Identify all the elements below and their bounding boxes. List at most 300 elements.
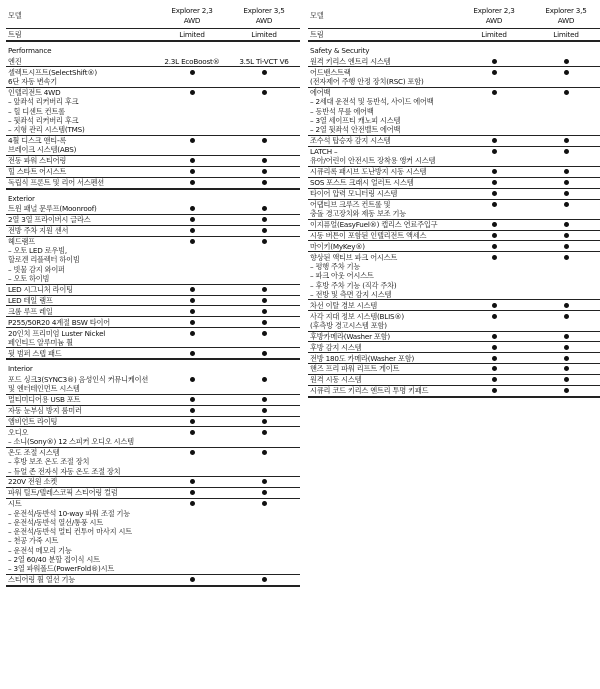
feature-label xyxy=(6,405,156,416)
feature-value-1 xyxy=(458,146,530,166)
standard-equipment-icon xyxy=(492,233,497,238)
feature-label-line: 6단 자동 변속기 xyxy=(8,77,58,87)
feature-value-2 xyxy=(530,364,600,375)
feature-value-2 xyxy=(530,67,600,87)
spec-row xyxy=(308,230,600,241)
spec-row xyxy=(308,135,600,146)
feature-label-line: – 오토 하이빔 xyxy=(8,274,50,284)
feature-value-2 xyxy=(530,252,600,300)
standard-equipment-icon xyxy=(262,298,267,303)
feature-value-2 xyxy=(228,447,300,476)
feature-label xyxy=(308,135,458,146)
standard-equipment-icon xyxy=(190,501,195,506)
feature-label-line: 페인티드 알루미늄 휠 xyxy=(8,337,73,347)
standard-equipment-icon xyxy=(564,138,569,143)
feature-value-1 xyxy=(458,331,530,342)
feature-value-1 xyxy=(458,57,530,67)
feature-value-1 xyxy=(458,177,530,188)
feature-value-2 xyxy=(228,67,300,87)
standard-equipment-icon xyxy=(190,479,195,484)
spec-row xyxy=(6,204,300,214)
feature-label xyxy=(308,311,458,331)
standard-equipment-icon xyxy=(190,408,195,413)
feature-value-2 xyxy=(228,204,300,214)
standard-equipment-icon xyxy=(564,388,569,393)
feature-label xyxy=(308,375,458,386)
feature-value-2 xyxy=(530,241,600,252)
standard-equipment-icon xyxy=(190,331,195,336)
feature-value-2 xyxy=(228,317,300,328)
standard-equipment-icon xyxy=(492,180,497,185)
feature-value-1 xyxy=(458,166,530,177)
feature-value-1 xyxy=(156,67,228,87)
feature-value-2 xyxy=(228,177,300,188)
feature-label-line: (전자제어 주행 안정 장치(RSC) 포함) xyxy=(310,77,424,87)
standard-equipment-icon xyxy=(492,169,497,174)
feature-label-line: – 천공 가죽 시트 xyxy=(8,536,59,546)
feature-label-line: 셀렉트시프트(SelectShift®) xyxy=(8,67,97,77)
trim-value-2: Limited xyxy=(228,29,300,42)
feature-value-1 xyxy=(458,300,530,311)
feature-value-2 xyxy=(228,328,300,348)
feature-label-line: – 동반석 무릎 에어백 xyxy=(310,106,374,116)
feature-label-line: 브레이크 시스템(ABS) xyxy=(8,145,77,155)
spec-row xyxy=(308,241,600,252)
spec-row xyxy=(6,236,300,284)
feature-label-line: 힐 스타트 어시스트 xyxy=(8,167,67,177)
spec-row xyxy=(308,146,600,166)
spec-row xyxy=(6,375,300,395)
feature-label xyxy=(6,348,156,359)
feature-label xyxy=(308,331,458,342)
model-name-line: AWD xyxy=(557,16,575,25)
standard-equipment-icon xyxy=(564,366,569,371)
feature-value-2 xyxy=(530,230,600,241)
feature-value-2 xyxy=(228,284,300,295)
feature-value-1 xyxy=(458,188,530,199)
section-header xyxy=(308,41,600,56)
standard-equipment-icon xyxy=(262,169,267,174)
spec-row xyxy=(6,447,300,476)
spec-row xyxy=(308,219,600,230)
spec-row xyxy=(6,498,300,574)
feature-label-line: – 오토 LED 로우빔, xyxy=(8,246,67,256)
feature-value-1 xyxy=(156,135,228,155)
standard-equipment-icon xyxy=(564,191,569,196)
feature-label xyxy=(308,300,458,311)
standard-equipment-icon xyxy=(564,169,569,174)
feature-label-line: – 3열 파워폴드(PowerFold®)시트 xyxy=(8,564,115,574)
feature-label-line: 220V 전원 소켓 xyxy=(8,477,57,487)
feature-label-line: LED 테일 램프 xyxy=(8,295,53,305)
feature-label-line: – 3열 세이프티 캐노피 시스템 xyxy=(310,115,401,125)
feature-value-2 xyxy=(530,57,600,67)
feature-label-line: 유아/어린이 안전시트 장착용 앵커 시스템 xyxy=(310,156,436,166)
spec-row xyxy=(308,353,600,364)
feature-label-line: – 운전석 메모리 기능 xyxy=(8,545,72,555)
feature-value-2 xyxy=(228,225,300,236)
trim-row xyxy=(6,29,300,42)
feature-value-2 xyxy=(530,166,600,177)
feature-label-line: – 빗물 감지 와이퍼 xyxy=(8,264,65,274)
feature-value-2 xyxy=(228,236,300,284)
feature-value-1 xyxy=(458,385,530,396)
spec-row xyxy=(6,214,300,225)
standard-equipment-icon xyxy=(564,356,569,361)
feature-label-line: 시동 버튼이 포함된 인텔리전트 액세스 xyxy=(310,230,427,240)
feature-label xyxy=(6,177,156,188)
standard-equipment-icon xyxy=(190,298,195,303)
spec-row xyxy=(308,331,600,342)
standard-equipment-icon xyxy=(564,233,569,238)
feature-label-line: – 후방 보조 온도 조절 장치 xyxy=(8,457,90,467)
standard-equipment-icon xyxy=(492,388,497,393)
feature-value-1 xyxy=(156,284,228,295)
spec-row xyxy=(6,67,300,87)
feature-label xyxy=(308,364,458,375)
feature-label xyxy=(6,284,156,295)
feature-label-line: 파워 틸트/텔레스코픽 스티어링 컬럼 xyxy=(8,488,118,498)
standard-equipment-icon xyxy=(190,430,195,435)
standard-equipment-icon xyxy=(564,180,569,185)
section-title: Safety & Security xyxy=(310,46,370,56)
feature-value-2 xyxy=(530,385,600,396)
spec-row xyxy=(308,300,600,311)
feature-value-1: 2.3L EcoBoost® xyxy=(156,57,228,67)
feature-value-1 xyxy=(156,405,228,416)
spec-row xyxy=(308,87,600,135)
feature-label-line: 앰비언트 라이팅 xyxy=(8,416,58,426)
standard-equipment-icon xyxy=(262,287,267,292)
feature-value-2 xyxy=(228,394,300,405)
feature-value-2 xyxy=(228,166,300,177)
standard-equipment-icon xyxy=(262,501,267,506)
feature-value-2 xyxy=(530,300,600,311)
feature-label-line: – 소니(Sony®) 12 스피커 오디오 시스템 xyxy=(8,437,134,447)
feature-value-1 xyxy=(156,328,228,348)
feature-label-line: LED 시그니처 라이팅 xyxy=(8,284,73,294)
feature-label xyxy=(6,135,156,155)
spec-table xyxy=(6,4,300,587)
spec-table xyxy=(308,4,600,398)
feature-label-line: 충돌 경고장치와 제동 보조 기능 xyxy=(310,209,407,219)
feature-value-2 xyxy=(228,427,300,447)
feature-value-2 xyxy=(530,87,600,135)
feature-label-line: – 운전석/동반석 10-way 파워 조절 기능 xyxy=(8,508,131,518)
standard-equipment-icon xyxy=(262,408,267,413)
feature-value-1 xyxy=(458,364,530,375)
standard-equipment-icon xyxy=(190,490,195,495)
spec-row xyxy=(308,199,600,219)
feature-label-line: 뒷 범퍼 스텝 패드 xyxy=(8,348,62,358)
feature-label xyxy=(6,477,156,488)
model-name-line: AWD xyxy=(255,16,273,25)
standard-equipment-icon xyxy=(492,59,497,64)
standard-equipment-icon xyxy=(492,202,497,207)
feature-label xyxy=(6,306,156,317)
trim-value-1: Limited xyxy=(156,29,228,42)
feature-label xyxy=(6,236,156,284)
feature-value-1 xyxy=(458,230,530,241)
feature-label-line: – 운전석/동반석 멀티 컨투어 마사지 시트 xyxy=(8,527,132,537)
standard-equipment-icon xyxy=(262,228,267,233)
feature-value-2 xyxy=(530,146,600,166)
feature-value-1 xyxy=(458,135,530,146)
standard-equipment-icon xyxy=(492,314,497,319)
standard-equipment-icon xyxy=(190,70,195,75)
feature-value-1 xyxy=(458,219,530,230)
standard-equipment-icon xyxy=(190,397,195,402)
feature-label-line: 후방카메라(Washer 포함) xyxy=(310,331,391,341)
feature-label-line: – 파크 아웃 어시스트 xyxy=(310,271,374,281)
feature-label xyxy=(6,225,156,236)
feature-label-line: 전동 파워 스티어링 xyxy=(8,156,67,166)
feature-value-1 xyxy=(458,67,530,87)
feature-label xyxy=(308,353,458,364)
feature-label xyxy=(308,199,458,219)
spec-row xyxy=(6,405,300,416)
standard-equipment-icon xyxy=(262,331,267,336)
feature-value-1 xyxy=(458,87,530,135)
feature-value-2 xyxy=(228,375,300,395)
standard-equipment-icon xyxy=(492,149,497,154)
feature-label xyxy=(308,177,458,188)
feature-label-line: 전방 주차 지원 센서 xyxy=(8,225,69,235)
feature-label xyxy=(6,166,156,177)
spec-row xyxy=(6,177,300,188)
feature-value-2 xyxy=(228,498,300,574)
feature-label xyxy=(6,67,156,87)
feature-label-line: 향상된 액티브 파크 어시스트 xyxy=(310,252,398,262)
feature-label-line: 시큐리 코드 키리스 엔트리 투명 키패드 xyxy=(310,386,429,396)
feature-value-2 xyxy=(530,177,600,188)
feature-label xyxy=(308,146,458,166)
spec-row xyxy=(6,317,300,328)
feature-value-2 xyxy=(530,311,600,331)
feature-label-line: 멀티미디어용 USB 포트 xyxy=(8,395,81,405)
spec-row xyxy=(6,166,300,177)
spec-row xyxy=(6,477,300,488)
feature-value-1 xyxy=(156,155,228,166)
feature-label xyxy=(308,67,458,87)
model-name-line: AWD xyxy=(485,16,503,25)
spec-row xyxy=(6,295,300,306)
standard-equipment-icon xyxy=(262,351,267,356)
standard-equipment-icon xyxy=(262,450,267,455)
feature-label-line: – 2열 뒷좌석 안전벨트 에어백 xyxy=(310,125,401,135)
feature-label-line: 전방 180도 카메라(Washer 포함) xyxy=(310,353,415,363)
standard-equipment-icon xyxy=(564,334,569,339)
feature-label-line: 독립식 프론트 및 리어 서스펜션 xyxy=(8,178,105,188)
standard-equipment-icon xyxy=(564,70,569,75)
feature-value-1 xyxy=(156,416,228,427)
spec-row xyxy=(308,67,600,87)
feature-label-line: – 뒷좌석 리커버리 후크 xyxy=(8,115,79,125)
feature-label-line: 온도 조절 시스템 xyxy=(8,447,60,457)
feature-value-2 xyxy=(530,331,600,342)
standard-equipment-icon xyxy=(190,180,195,185)
feature-label-line: 차선 이탈 경보 시스템 xyxy=(310,300,377,310)
feature-label-line: 시트 xyxy=(8,499,22,509)
feature-label xyxy=(6,488,156,499)
feature-label xyxy=(308,188,458,199)
feature-label xyxy=(6,498,156,574)
standard-equipment-icon xyxy=(262,70,267,75)
trim-row xyxy=(308,29,600,42)
feature-value-2 xyxy=(228,214,300,225)
standard-equipment-icon xyxy=(190,138,195,143)
feature-value-1 xyxy=(156,375,228,395)
feature-value-2 xyxy=(228,306,300,317)
standard-equipment-icon xyxy=(190,287,195,292)
feature-value-1 xyxy=(156,477,228,488)
standard-equipment-icon xyxy=(564,222,569,227)
feature-value-2 xyxy=(228,348,300,359)
standard-equipment-icon xyxy=(262,490,267,495)
feature-label-line: – 힐 디센트 컨트롤 xyxy=(8,106,65,116)
standard-equipment-icon xyxy=(190,158,195,163)
standard-equipment-icon xyxy=(564,377,569,382)
standard-equipment-icon xyxy=(262,479,267,484)
feature-label-line: 에어백 xyxy=(310,87,331,97)
standard-equipment-icon xyxy=(492,191,497,196)
feature-label-line: 포드 싱크3(SYNC3®) 음성인식 커뮤니케이션 xyxy=(8,374,149,384)
feature-value-1 xyxy=(156,214,228,225)
spec-row xyxy=(308,311,600,331)
spec-row xyxy=(6,135,300,155)
feature-value-2 xyxy=(228,405,300,416)
feature-label-line: 타이어 압력 모니터링 시스템 xyxy=(310,188,398,198)
feature-label xyxy=(6,214,156,225)
feature-label-line: 인텔리전트 4WD xyxy=(8,87,61,97)
standard-equipment-icon xyxy=(262,419,267,424)
spec-row xyxy=(308,188,600,199)
feature-value-1 xyxy=(458,375,530,386)
feature-value-1 xyxy=(156,236,228,284)
spec-row xyxy=(6,225,300,236)
standard-equipment-icon xyxy=(564,303,569,308)
spec-row xyxy=(308,252,600,300)
feature-label-line: – 운전석/동반석 열선/통풍 시트 xyxy=(8,517,104,527)
feature-label-line: 어댑티브 크루즈 컨트롤 및 xyxy=(310,199,391,209)
standard-equipment-icon xyxy=(262,138,267,143)
feature-label xyxy=(6,375,156,395)
section-title: Exterior xyxy=(8,193,35,203)
standard-equipment-icon xyxy=(262,180,267,185)
feature-label-line: 트윈 패널 문루프(Moonroof) xyxy=(8,204,97,214)
standard-equipment-icon xyxy=(564,202,569,207)
feature-label xyxy=(6,155,156,166)
feature-value-1 xyxy=(156,427,228,447)
standard-equipment-icon xyxy=(262,430,267,435)
feature-label-line: 4휠 디스크 앤티-록 xyxy=(8,136,67,146)
section-header xyxy=(6,359,300,374)
feature-value-2 xyxy=(530,135,600,146)
standard-equipment-icon xyxy=(492,345,497,350)
feature-value-2 xyxy=(228,295,300,306)
feature-label xyxy=(6,574,156,585)
feature-value-2 xyxy=(530,375,600,386)
feature-label-line: – 지형 관리 시스템(TMS) xyxy=(8,125,85,135)
feature-label-line: 원격 시동 시스템 xyxy=(310,375,362,385)
standard-equipment-icon xyxy=(262,158,267,163)
feature-label-line: 및 엔터테인먼트 시스템 xyxy=(8,384,80,394)
spec-row xyxy=(6,87,300,135)
feature-label-line: – 듀얼 존 전자식 자동 온도 조절 장치 xyxy=(8,466,121,476)
model-label: 모델 xyxy=(6,4,156,29)
feature-value-1 xyxy=(156,498,228,574)
standard-equipment-icon xyxy=(564,314,569,319)
feature-label xyxy=(6,394,156,405)
model-name-line: Explorer 2,3 xyxy=(171,6,213,15)
feature-value-1 xyxy=(156,306,228,317)
feature-value-1 xyxy=(156,295,228,306)
feature-label-line: 할로겐 리플렉터 하이빔 xyxy=(8,255,80,265)
feature-label-line: (후측방 경고시스템 포함) xyxy=(310,320,387,330)
standard-equipment-icon xyxy=(492,222,497,227)
feature-label xyxy=(308,166,458,177)
feature-label-line: 오디오 xyxy=(8,427,29,437)
spec-table-right xyxy=(308,4,594,398)
standard-equipment-icon xyxy=(492,377,497,382)
spec-row xyxy=(6,348,300,359)
standard-equipment-icon xyxy=(190,228,195,233)
feature-label-line: LATCH – xyxy=(310,146,338,156)
spec-row xyxy=(308,364,600,375)
feature-label xyxy=(308,219,458,230)
standard-equipment-icon xyxy=(190,239,195,244)
standard-equipment-icon xyxy=(190,351,195,356)
standard-equipment-icon xyxy=(492,356,497,361)
feature-label xyxy=(6,328,156,348)
feature-label xyxy=(6,416,156,427)
feature-label-line: 조수석 탑승자 감지 시스템 xyxy=(310,136,391,146)
model-name-1 xyxy=(156,4,228,29)
model-name-1 xyxy=(458,4,530,29)
spec-row xyxy=(6,284,300,295)
feature-value-2 xyxy=(228,155,300,166)
feature-value-1 xyxy=(458,241,530,252)
feature-label-line: 어드밴스트랙 xyxy=(310,67,351,77)
feature-label-line: – 후방 주차 기능 (직각 주차) xyxy=(310,280,397,290)
feature-value-1 xyxy=(156,87,228,135)
feature-value-1 xyxy=(156,488,228,499)
section-title: Interior xyxy=(8,364,33,374)
model-name-2 xyxy=(228,4,300,29)
spec-row xyxy=(6,574,300,585)
feature-value-2 xyxy=(228,135,300,155)
feature-value-1 xyxy=(156,177,228,188)
feature-value-1 xyxy=(156,394,228,405)
feature-label-line: – 2열 60/40 분할 접이식 시트 xyxy=(8,554,100,564)
model-name-line: Explorer 3,5 xyxy=(243,6,285,15)
model-name-line: AWD xyxy=(183,16,201,25)
feature-label-line: 핸즈 프리 파워 리프트 게이트 xyxy=(310,364,400,374)
spec-row xyxy=(6,306,300,317)
feature-label-line: 크롬 루프 레일 xyxy=(8,306,53,316)
feature-label-line: 20인치 프리미엄 Luster Nickel xyxy=(8,328,106,338)
standard-equipment-icon xyxy=(190,90,195,95)
feature-label xyxy=(6,87,156,135)
spec-row xyxy=(6,416,300,427)
feature-label-line: 자동 눈부심 방지 룸미러 xyxy=(8,405,82,415)
spec-table-left xyxy=(6,4,292,587)
feature-label xyxy=(308,385,458,396)
standard-equipment-icon xyxy=(190,309,195,314)
spec-row xyxy=(308,57,600,67)
feature-label xyxy=(308,342,458,353)
feature-label xyxy=(6,427,156,447)
